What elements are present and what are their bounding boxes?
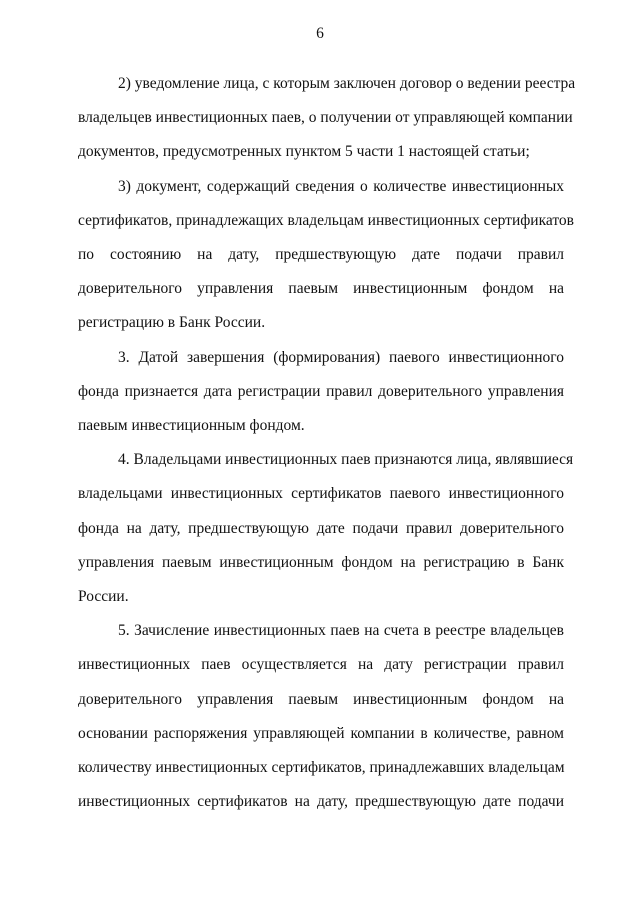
text-line: 4. Владельцами инвестиционных паев признаются лица, являвшиеся <box>118 451 574 469</box>
text-line: инвестиционных паев осуществляется на дату регистрации правил <box>78 656 564 674</box>
paragraph-part-5 <box>78 614 564 819</box>
text-line: основании распоряжения управляющей компании в количестве, равном <box>78 724 564 742</box>
text-line: доверительного управления паевым инвестиционным фондом на <box>78 690 564 708</box>
paragraph-item-3 <box>78 170 574 341</box>
text-line: количеству инвестиционных сертификатов, принадлежавших владельцам <box>78 759 565 777</box>
text-line: регистрацию в Банк России. <box>78 314 266 332</box>
text-line: паевым инвестиционным фондом. <box>78 417 305 435</box>
text-line: фонда признается дата регистрации правил доверительного управления <box>78 382 564 400</box>
text-line: документов, предусмотренных пунктом 5 части 1 настоящей статьи; <box>78 143 530 161</box>
text-line: доверительного управления паевым инвестиционным фондом на <box>78 280 564 298</box>
paragraph-part-4 <box>78 443 574 614</box>
page-number: 6 <box>316 25 324 42</box>
text-line: инвестиционных сертификатов на дату, предшествующую дате подачи <box>78 793 564 811</box>
text-line: России. <box>78 588 129 606</box>
text-line: владельцев инвестиционных паев, о получении от управляющей компании <box>78 109 573 127</box>
text-line: 2) уведомление лица, с которым заключен договор о ведении реестра <box>118 75 576 92</box>
text-line: фонда на дату, предшествующую дате подачи правил доверительного <box>78 519 564 537</box>
text-line: 5. Зачисление инвестиционных паев на счета в реестре владельцев <box>118 622 564 640</box>
text-line: 3) документ, содержащий сведения о количестве инвестиционных <box>118 177 564 195</box>
paragraph-item-2 <box>78 67 576 170</box>
text-line: владельцами инвестиционных сертификатов паевого инвестиционного <box>78 485 564 503</box>
text-line: по состоянию на дату, предшествующую дате подачи правил <box>78 246 564 264</box>
paragraph-part-3 <box>78 341 564 444</box>
document-body <box>78 67 576 819</box>
text-line: сертификатов, принадлежащих владельцам инвестиционных сертификатов <box>78 211 574 229</box>
text-line: 3. Датой завершения (формирования) паевого инвестиционного <box>118 348 564 366</box>
text-line: управления паевым инвестиционным фондом на регистрацию в Банк <box>78 553 564 571</box>
